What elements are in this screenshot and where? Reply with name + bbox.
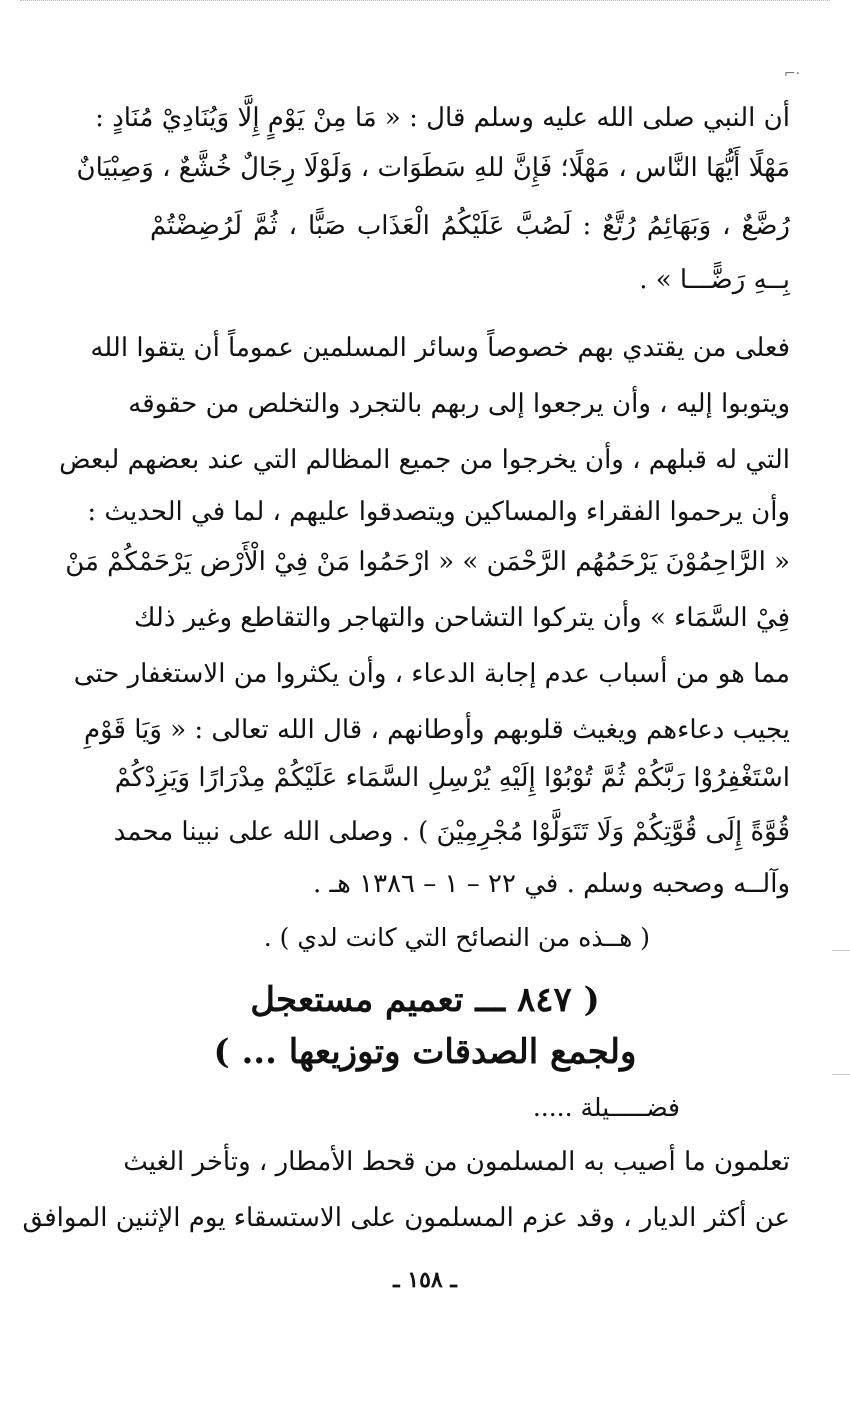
paragraph-line: « الرَّاحِمُوْنَ يَرْحَمُهُم الرَّحْمَن » « ارْحَمُوا مَنْ فِيْ الْأَرْض يَرْحَمْكُمْ مَنْ	[65, 547, 790, 577]
scan-speck: ·⌐	[783, 66, 800, 82]
paragraph-line: اسْتَغْفِرُوْا رَبَّكُمْ ثُمَّ تُوْبُوْا إِلَيْهِ يُرْسِلِ السَّمَاء عَلَيْكُمْ مِدْرَارًا وَيَزِدْكُمْ	[114, 763, 790, 793]
paragraph-line: التي له قبلهم ، وأن يخرجوا من جميع المظالم التي عند بعضهم لبعض	[59, 445, 790, 475]
letter-salutation: فضـــــيلة .....	[532, 1093, 680, 1122]
paragraph-line: يجيب دعاءهم ويغيث قلوبهم وأوطانهم ، قال الله تعالى : « وَيَا قَوْمِ	[84, 715, 790, 745]
section-title-line-2: ولجمع الصدقات وتوزيعها ... )	[213, 1032, 637, 1072]
section-title-line-1: ( ٨٤٧ ـــ تعميم مستعجل	[250, 980, 600, 1020]
margin-mark	[832, 950, 850, 951]
source-note: ( هــذه من النصائح التي كانت لدي ) .	[263, 923, 650, 952]
letter-line: عن أكثر الديار ، وقد عزم المسلمون على الاستسقاء يوم الإثنين الموافق	[22, 1203, 790, 1233]
page-number: ـ ١٥٨ ـ	[393, 1267, 457, 1293]
paragraph-line: ويتوبوا إليه ، وأن يرجعوا إلى ربهم بالتجرد والتخلص من حقوقه	[128, 389, 790, 419]
paragraph-line: فِيْ السَّمَاء » وأن يتركوا التشاحن والتهاجر والتقاطع وغير ذلك	[134, 603, 790, 633]
paragraph-line: مما هو من أسباب عدم إجابة الدعاء ، وأن يكثروا من الاستغفار حتى	[73, 659, 790, 689]
paragraph-line: فعلى من يقتدي بهم خصوصاً وسائر المسلمين عموماً أن يتقوا الله	[90, 333, 790, 363]
paragraph-line: وأن يرحموا الفقراء والمساكين ويتصدقوا عليهم ، لما في الحديث :	[87, 497, 790, 527]
paragraph-line: قُوَّةً إِلَى قُوَّتِكُمْ وَلَا تَتَوَلَّوْا مُجْرِمِيْنَ ) . وصلى الله على نبينا محمد	[113, 817, 790, 847]
hadith-line: بِــهِ رَضًّـــا » .	[639, 265, 790, 295]
page-top-edge	[20, 0, 830, 7]
hadith-line: رُضَّعٌ ، وَبَهَائِمُ رُتَّعٌ : لَصُبَّ عَلَيْكُمُ الْعَذَاب صَبًّا ، ثُمَّ لَرُضِضْتُمْ	[150, 211, 790, 241]
hadith-line: مَهْلًا أَيُّهَا النَّاس ، مَهْلًا؛ فَإِنَّ للهِ سَطَوَات ، وَلَوْلَا رِجَالٌ خُشَّعٌ ، وَصِبْيَانٌ	[76, 153, 790, 183]
margin-mark	[832, 1074, 850, 1075]
paragraph-line: وآلــه وصحبه وسلم . في ٢٢ – ١ – ١٣٨٦ هـ .	[313, 869, 790, 899]
hadith-line: أن النبي صلى الله عليه وسلم قال : « مَا مِنْ يَوْمٍ إِلَّا وَيُنَادِيْ مُنَادٍ :	[95, 103, 790, 133]
letter-line: تعلمون ما أصيب به المسلمون من قحط الأمطار ، وتأخر الغيث	[123, 1147, 790, 1177]
